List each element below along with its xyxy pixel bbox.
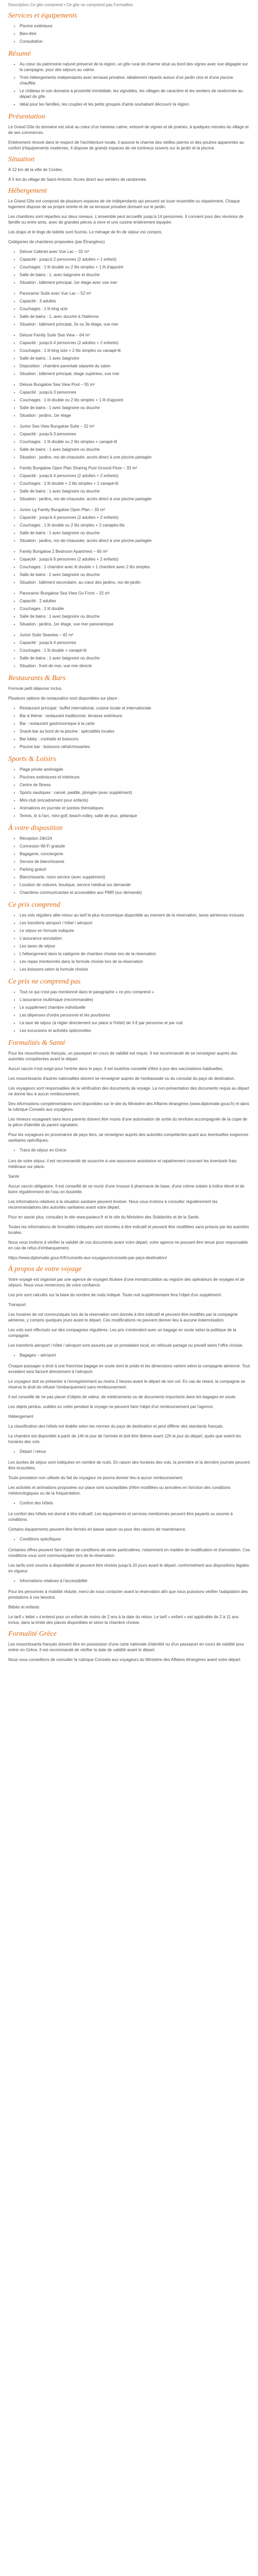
list-item: • Salle de bains : 1 avec baignoire ou douche [20, 488, 251, 494]
list-item: • Salle de bains : 1 avec baignoire ou douche [20, 530, 251, 536]
presentation-paragraph: Le Grand Gîte du domaine est situé au cœur d'un hameau calme, entouré de vignes et de prairies, à quelques minutes du village et de ses commerces. [8, 125, 249, 135]
list-item: • Mini-club (encadrement pour enfants) [20, 798, 251, 803]
formalite-grece-paragraph: Nous vous conseillons de consulter la rubrique Conseils aux voyageurs du Ministère des Affaires étrangères avant votre départ. [8, 1657, 241, 1662]
list-item: • Connexion Wi-Fi gratuite [20, 843, 251, 849]
list-item: • Capacité : jusqu'à 2 personnes (2 adultes + 1 enfant) [20, 257, 251, 262]
list-item: • Les transferts aéroport / hôtel / aéroport [20, 920, 251, 926]
about-trip-paragraph: Transport [8, 1302, 26, 1307]
list-item: • Capacité : jusqu'à 6 personnes (2 adultes + 2 enfants) [20, 556, 251, 562]
formalites-paragraph: Les voyageurs sont responsables de la vérification des documents de voyage. La non-présentation des documents requis au départ ne donne lieu à aucun remboursement. [8, 1086, 249, 1096]
list-item: • Situation : jardins, 1er étage [20, 413, 251, 418]
formalites-paragraph: Toutes les informations de formalités indiquées sont données à titre indicatif et peuvent être modifiées sans préavis par les autorités locales. [8, 1225, 249, 1235]
list-item: • Bar à thème : restaurant traditionnel, terrasse extérieure [20, 713, 251, 719]
list-item: • Capacité : jusqu'à 4 personnes (2 adultes + 2 enfants) [20, 473, 251, 479]
about-trip-paragraph: Chaque passager a droit à une franchise bagage en soute dont le poids et les dimensions varient selon la compagnie aérienne. Tout excédent sera facturé directement à l'aéroport. [8, 1364, 250, 1374]
list-item: • Bar lobby : cocktails et boissons [20, 736, 251, 742]
about-trip-list [8, 1352, 251, 1358]
list-item: • Situation : front de mer, vue mer directe [20, 663, 251, 669]
room-group [8, 423, 251, 429]
list-item: • Au cœur du patrimoine naturel préservé de la région, un gîte rural de charme situé au bord des vignes avec vue dégagée sur la campagne, pour des séjours au calme. [20, 61, 251, 73]
list-item: • Sports nautiques : canoë, paddle, plongée (avec supplément) [20, 790, 251, 795]
room-type-title: • Deluxe Bungalow Sea View Pool – 55 m² [20, 382, 251, 387]
list-item: • Salle de bains : 2 avec baignoire ou douche [20, 572, 251, 578]
about-trip-paragraph: Les vols sont effectués sur des compagnies régulières. Les prix s'entendent avec un bagage en soute selon la politique de la compagnie. [8, 1328, 236, 1338]
price-includes-list [8, 912, 251, 972]
list-item: • L'hébergement dans la catégorie de chambre choisie lors de la réservation [20, 951, 251, 957]
sports-list [8, 767, 251, 819]
formalites-paragraph: Pour les voyageurs en provenance de pays tiers, se renseigner auprès des autorités compétentes quant aux éventuelles exigences sanitaires spécifiques. [8, 1132, 249, 1143]
list-item: • Snack-bar au bord de la piscine : spécialités locales [20, 728, 251, 734]
formalites-paragraph: Les informations relatives à la situation sanitaire peuvent évoluer. Nous vous invitons à consulter régulièrement les recommandations des autorités sanitaires avant votre départ. [8, 1199, 218, 1210]
list-item: • Parking gratuit [20, 867, 251, 872]
list-item: • Situation : bâtiment secondaire, au cœur des jardins, rez-de-jardin [20, 580, 251, 585]
room-group [8, 549, 251, 554]
room-type-title: • Junior Sea View Bungalow Suite – 32 m² [20, 423, 251, 429]
list-item: • Capacité : 3 adultes [20, 298, 251, 304]
restaurants-paragraph: Plusieurs options de restauration sont disponibles sur place : [8, 696, 120, 701]
list-item: • Couchages : 1 chambre avec lit double + 1 chambre avec 2 lits simples [20, 564, 251, 570]
list-item: • Tout ce qui n'est pas mentionné dans le paragraphe « ce prix comprend » [20, 989, 251, 995]
room-details-list [8, 556, 251, 585]
formalites-paragraph: Aucun vaccin obligatoire. Il est conseillé de se munir d'une trousse à pharmacie de base, d'une crème solaire à indice élevé et de boire régulièrement de l'eau en bouteille. [8, 1184, 245, 1194]
hebergement-paragraph: Les draps et le linge de toilette sont fournis. Le ménage de fin de séjour est compris. [8, 230, 163, 234]
about-trip-list [8, 1449, 251, 1454]
presentation-paragraph: Entièrement rénové dans le respect de l'architecture locale, il associe le charme des vieilles pierres et des poutres apparentes au confort d'équipements modernes. Il dispose de grands espaces de vie lumineux ouverts sur le jardin et la piscine. [8, 140, 244, 150]
list-item: • La taxe de séjour (à régler directement sur place à l'hôtel) de 3 € par personne et par nuit [20, 1020, 251, 1026]
section-title-formalite-grece: Formalité Grèce [8, 1630, 57, 1638]
list-item: • Le château et son domaine à proximité immédiate, les vignobles, les villages de caractère et les sentiers de randonnée au départ du gîte. [20, 88, 251, 99]
list-item: • Trace de séjour en Grèce [20, 1147, 251, 1153]
list-item: • Le supplément chambre individuelle [20, 1005, 251, 1010]
restaurants-paragraph: Formule petit déjeuner inclus. [8, 686, 62, 691]
list-item: • Salle de bains : 1 avec baignoire ou douche [20, 655, 251, 661]
resume-list [8, 61, 251, 107]
about-trip-list [8, 1536, 251, 1542]
list-item: • Les excursions et activités optionnelles [20, 1028, 251, 1033]
list-item: • Location de voitures, boutique, service médical sur demande [20, 882, 251, 888]
section-title-about-trip: À propos de votre voyage [8, 1265, 82, 1273]
list-item: • Salle de bains : 1 avec baignoire ou douche [20, 405, 251, 411]
formalites-paragraph: https://www.diplomatie.gouv.fr/fr/conseils-aux-voyageurs/conseils-par-pays-destination/ [8, 1256, 167, 1260]
about-trip-list [8, 1578, 251, 1584]
about-trip-paragraph: Les prix sont calculés sur la base du nombre de nuits indiqué. Toute nuit supplémentaire fera l'objet d'un supplément. [8, 1293, 222, 1297]
list-item: • Idéal pour les familles, les couples et les petits groupes d'amis souhaitant découvrir la région. [20, 101, 251, 107]
list-item: • Couchages : 1 lit double [20, 606, 251, 612]
list-item: • Bagagerie, conciergerie [20, 851, 251, 857]
list-item: • Centre de fitness [20, 782, 251, 788]
room-group [8, 291, 251, 296]
list-item: • Chambres communicantes et accessibles aux PMR (sur demande) [20, 890, 251, 895]
room-type-title: • Junior Lg Family Bungalow Open Plan – 33 m² [20, 507, 251, 513]
list-item: • Confort des hôtels [20, 1500, 251, 1506]
services-list [8, 23, 251, 44]
list-item: • Les boissons selon la formule choisie [20, 967, 251, 972]
list-item: • Consultation [20, 39, 251, 44]
about-trip-list [8, 1500, 251, 1506]
room-type-title: • Family Bungalow 2 Bedroom Apartment – 65 m² [20, 549, 251, 554]
list-item: • Situation : bâtiment principal, 1er étage avec vue mer [20, 280, 251, 285]
list-item: • Les taxes de séjour [20, 943, 251, 949]
about-trip-paragraph: Les objets perdus, oubliés ou volés pendant le voyage ne peuvent faire l'objet d'un remboursement par l'agence. [8, 1404, 214, 1409]
about-trip-paragraph: Les transferts aéroport / hôtel / aéroport sont assurés par un prestataire local, en véhicule partagé ou privatif selon l'offre choisie. [8, 1343, 244, 1348]
about-trip-paragraph: Le voyageur doit se présenter à l'enregistrement au moins 2 heures avant le départ de son vol. En cas de retard, la compagnie se réserve le droit de refuser l'embarquement sans remboursement. [8, 1379, 246, 1389]
list-item: • Situation : bâtiment principal, 2e ou 3e étage, vue mer [20, 321, 251, 327]
section-title-restaurants: Restaurants & Bars [8, 674, 66, 682]
list-item: • Conditions spécifiques [20, 1536, 251, 1542]
formalites-paragraph: Pour en savoir plus, consultez le site www.pasteur.fr et le site du Ministère des Solidarités et de la Santé. [8, 1215, 200, 1219]
room-type-title: • Deluxe Family Suite Sea View – 64 m² [20, 332, 251, 338]
room-group [8, 507, 251, 513]
section-title-formalites: Formalités & Santé [8, 1039, 66, 1047]
list-item: • Réception 24h/24 [20, 836, 251, 841]
room-type-title: • Junior Suite Seaview – 42 m² [20, 632, 251, 638]
list-item: • Bien-être [20, 31, 251, 37]
about-trip-paragraph: La classification des hôtels est établie selon les normes du pays de destination et peut différer des standards français. [8, 1424, 224, 1429]
room-details-list [8, 340, 251, 377]
room-group [8, 382, 251, 387]
formalite-grece-paragraph: Les ressortissants français doivent être en possession d'une carte nationale d'identité ou d'un passeport en cours de validité pour entrer en Grèce. Il est recommandé de vérifier la date de validité avant le départ. [8, 1642, 245, 1652]
list-item: • Blanchisserie, room service (avec supplément) [20, 874, 251, 880]
room-group [8, 249, 251, 255]
formalites-paragraph: Lors de votre séjour, il est recommandé de souscrire à une assurance assistance et rapatriement couvrant les éventuels frais médicaux sur place. [8, 1159, 237, 1169]
formalites-paragraph: Pour les ressortissants français, un passeport en cours de validité est requis. Il est recommandé de se renseigner auprès des autorités compétentes avant le départ. [8, 1051, 237, 1061]
list-item: • Les repas mentionnés dans la formule choisie lors de la réservation [20, 959, 251, 964]
list-item: • Trois hébergements indépendants avec terrasse privative, idéalement répartis autour d'un jardin clos et d'une piscine chauffée. [20, 75, 251, 86]
list-item: • Couchages : 1 lit double ou 2 lits simples + canapé-lit [20, 439, 251, 445]
about-trip-paragraph: Hébergement [8, 1414, 34, 1419]
about-trip-paragraph: Votre voyage est organisé par une agence de voyages titulaire d'une immatriculation au registre des opérateurs de voyages et de séjours. Nous vous remercions de votre confiance. [8, 1277, 245, 1287]
about-trip-paragraph: Le tarif « bébé » s'entend pour un enfant de moins de 2 ans à la date du retour. Le tarif « enfant » est applicable de 2 à 11 ans inclus, dans la limite des places disponibles et selon la chambre choisie. [8, 1615, 239, 1625]
about-trip-paragraph: Les tarifs sont soumis à disponibilité et peuvent être révisés jusqu'à 20 jours avant le départ, conformément aux dispositions légales en vigueur. [8, 1563, 249, 1573]
list-item: • Couchages : 1 lit double + canapé-lit [20, 648, 251, 653]
about-trip-paragraph: Il est conseillé de ne pas placer d'objets de valeur, de médicaments ou de documents importants dans les bagages en soute. [8, 1395, 237, 1399]
list-item: • Couchages : 1 lit double ou 2 lits simples + 2 canapés-lits [20, 522, 251, 528]
list-item: • Situation : jardins, rez-de-chaussée, accès direct à une piscine partagée [20, 538, 251, 544]
list-item: • Piscine bar : boissons rafraîchissantes [20, 744, 251, 750]
list-item: • Situation : jardins, rez-de-chaussée, accès direct à une piscine partagée [20, 454, 251, 460]
list-item: • Les dépenses d'ordre personnel et les pourboires [20, 1012, 251, 1018]
list-item: • Situation : jardins, rez-de-chaussée, accès direct à une piscine partagée [20, 496, 251, 502]
room-type-title: • Deluxe Cabinet avec Vue Lac – 32 m² [20, 249, 251, 255]
section-title-disposition: À votre disposition [8, 824, 63, 832]
list-item: • Couchages : 1 lit king size [20, 306, 251, 312]
formalites-paragraph: Des informations complémentaires sont disponibles sur le site du Ministère des Affaires étrangères (www.diplomatie.gouv.fr) et dans la rubrique Conseils aux voyageurs. [8, 1101, 250, 1112]
section-title-resume: Résumé [8, 50, 31, 58]
formalites-paragraph: Aucun vaccin n'est exigé pour l'entrée dans le pays. Il est toutefois conseillé d'être à jour des vaccinations habituelles. [8, 1066, 223, 1071]
list-item: • Animations en journée et soirées thématiques [20, 805, 251, 811]
situation-paragraph: À 12 km de la ville de Cordes. [8, 167, 63, 172]
list-item: • Bar : restaurant gastronomique à la carte [20, 721, 251, 726]
room-details-list [8, 431, 251, 460]
list-item: • Salle de bains : 1 avec baignoire ou douche [20, 447, 251, 452]
formalites-paragraph: Les ressortissants d'autres nationalités doivent se renseigner auprès de l'ambassade ou du consulat du pays de destination. [8, 1076, 235, 1081]
list-item: • Piscine extérieure [20, 23, 251, 29]
list-item: • Capacité : jusqu'à 3 personnes [20, 431, 251, 437]
room-group [8, 332, 251, 338]
hebergement-paragraph: Le Grand Gîte est composé de plusieurs espaces de vie indépendants qui peuvent se louer ensemble ou séparément. Chaque logement dispose de sa propre entrée et de sa terrasse privative donnant sur le jardin. [8, 199, 240, 209]
section-title-price-excludes: Ce prix ne comprend pas [8, 978, 81, 986]
list-item: • Salle de bains : 1, avec baignoire et douche [20, 272, 251, 278]
list-item: • Salle de bains : 1 avec baignoire ou douche [20, 614, 251, 619]
list-item: • Salle de bains : 1, avec douche à l'italienne [20, 314, 251, 319]
restaurants-list [8, 705, 251, 750]
about-trip-paragraph: La chambre est disponible à partir de 14h le jour de l'arrivée et doit être libérée avant 12h le jour du départ, quels que soient les horaires des vols. [8, 1434, 241, 1444]
room-details-list [8, 257, 251, 285]
about-trip-paragraph: Les horaires de vol communiqués lors de la réservation sont donnés à titre indicatif et peuvent être modifiés par la compagnie aérienne, y compris quelques jours avant le départ. Ces modifications ne peuvent donner lieu à aucune indemnisation. [8, 1312, 238, 1323]
list-item: • Capacité : 2 adultes [20, 598, 251, 604]
room-categories-heading: Catégories de chambres proposées (par Étrangères) [8, 240, 105, 244]
list-item: • Capacité : jusqu'à 3 personnes [20, 389, 251, 395]
room-details-list [8, 598, 251, 627]
list-item: • Restaurant principal : buffet international, cuisine locale et internationale [20, 705, 251, 711]
situation-paragraph: À 5 km du village de Saint-Antonin. Accès direct aux sentiers de randonnée. [8, 177, 148, 182]
room-type-title: • Panoramic Suite avec Vue Lac – 52 m² [20, 291, 251, 296]
list-item: • Piscines extérieures et intérieure [20, 774, 251, 780]
list-item: • Bagages – aéroport [20, 1352, 251, 1358]
list-item: • Capacité : jusqu'à 4 personnes (2 adultes + 2 enfants) [20, 515, 251, 520]
section-title-situation: Situation [8, 156, 35, 163]
room-details-list [8, 640, 251, 669]
room-details-list [8, 515, 251, 544]
list-item: • Tennis, tir à l'arc, mini-golf, beach-volley, salle de jeux, pétanque [20, 813, 251, 819]
list-item: • L'assurance multirisque (recommandée) [20, 997, 251, 1003]
section-title-services: Services et équipements [8, 12, 77, 20]
list-item: • Disposition : chambre parentale séparée du salon [20, 363, 251, 369]
section-title-price-includes: Ce prix comprend [8, 901, 60, 909]
list-item: • Informations relatives à l'accessibilité [20, 1578, 251, 1584]
section-title-sports: Sports & Loisirs [8, 755, 56, 763]
list-item: • L'assurance annulation [20, 936, 251, 941]
about-trip-paragraph: Toute prestation non utilisée du fait du voyageur ne pourra donner lieu à aucun remboursement. [8, 1476, 184, 1480]
list-item: • Couchages : 1 lit double ou 2 lits simples + 1 lit d'appoint [20, 264, 251, 270]
room-details-list [8, 298, 251, 327]
list-item: • Salle de bains : 1 avec baignoire [20, 355, 251, 361]
about-trip-paragraph: Certains équipements peuvent être fermés en basse saison ou pour des raisons de maintenance. [8, 1527, 187, 1532]
formalites-list [8, 1147, 251, 1153]
room-details-list [8, 473, 251, 502]
list-item: • Plage privée aménagée [20, 767, 251, 772]
list-item: • Les vols réguliers aller-retour au tarif le plus économique disponible au moment de la réservation, taxes aériennes incluses [20, 912, 251, 918]
section-title-hebergement: Hébergement [8, 187, 47, 195]
price-excludes-list [8, 989, 251, 1033]
about-trip-paragraph: Le confort des hôtels est donné à titre indicatif. Les équipements et services mentionnés peuvent être payants ou soumis à conditions. [8, 1512, 233, 1522]
formalites-paragraph: Nous vous invitons à vérifier la validité de vos documents avant votre départ, votre agence ne pouvant être tenue pour responsable en cas de refus d'embarquement. [8, 1240, 248, 1250]
room-group [8, 590, 251, 596]
list-item: • Situation : jardins, 1er étage, vue mer panoramique [20, 621, 251, 627]
about-trip-paragraph: Les durées de séjour sont indiquées en nombre de nuits. En raison des horaires des vols, la première et la dernière journée peuvent être écourtées. [8, 1460, 250, 1470]
list-item: • Couchages : 1 lit king size + 2 lits simples ou canapé-lit [20, 348, 251, 353]
list-item: • Départ / retour [20, 1449, 251, 1454]
about-trip-paragraph: Certaines offres peuvent faire l'objet de conditions de vente particulières, notamment en matière de modification et d'annulation. Ces conditions vous sont communiquées lors de la réservation. [8, 1548, 250, 1558]
room-type-title: • Panoramic Bungalow Sea View Go Front – 32 m² [20, 590, 251, 596]
section-title-presentation: Présentation [8, 113, 45, 121]
list-item: • Situation : bâtiment principal, étage supérieur, vue mer [20, 371, 251, 377]
formalites-paragraph: Les mineurs voyageant sans leurs parents doivent être munis d'une autorisation de sortie du territoire accompagnée de la copie de la pièce d'identité du parent signataire. [8, 1117, 248, 1127]
room-group [8, 632, 251, 638]
formalites-paragraph: Santé [8, 1174, 19, 1179]
hebergement-paragraph: Les chambres sont réparties sur deux niveaux. L'ensemble peut accueillir jusqu'à 14 personnes. Il convient pour des réunions de famille ou entre amis, avec de grandes pièces à vivre et une cuisine entièrement équipée. [8, 214, 244, 225]
list-item: • Service de blanchisserie [20, 859, 251, 865]
list-item: • Capacité : jusqu'à 4 personnes [20, 640, 251, 646]
list-item: • Capacité : jusqu'à 4 personnes (2 adultes + 2 enfants) [20, 340, 251, 346]
room-details-list [8, 389, 251, 418]
list-item: • Le séjour en formule indiquée [20, 928, 251, 934]
about-trip-paragraph: Bébés et enfants [8, 1605, 40, 1609]
disposition-list [8, 836, 251, 895]
about-trip-paragraph: Pour les personnes à mobilité réduite, merci de nous contacter avant la réservation afin que nous puissions vérifier l'adaptation des prestations à vos besoins. [8, 1589, 248, 1600]
room-type-title: • Family Bungalow Open Plan Sharing Pool Ground Floor – 33 m² [20, 465, 251, 471]
list-item: • Couchages : 1 lit double + 2 lits simples + 1 canapé-lit [20, 481, 251, 486]
room-group [8, 465, 251, 471]
breadcrumb: Description Ce gite comprend • Ce gite ne comprend pas Formalités [8, 3, 133, 7]
about-trip-paragraph: Les activités et animations proposées sur place sont susceptibles d'être modifiées ou annulées en fonction des conditions météorologiques ou de la fréquentation. [8, 1485, 231, 1496]
list-item: • Couchages : 1 lit double ou 2 lits simples + 1 lit d'appoint [20, 397, 251, 403]
